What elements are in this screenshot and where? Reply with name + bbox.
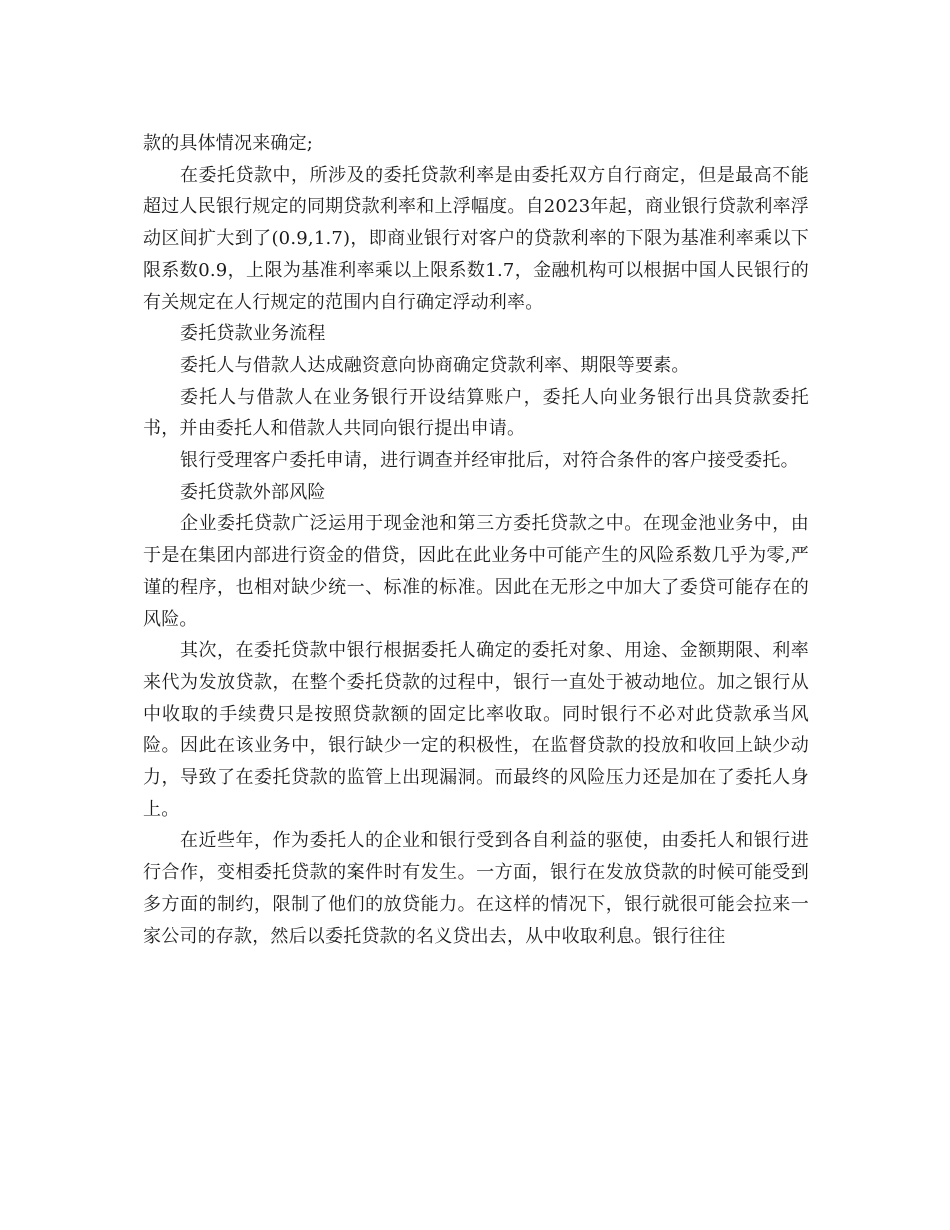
paragraph-process-step-3: 银行受理客户委托申请，进行调查并经审批后，对符合条件的客户接受委托。 [180,450,799,472]
paragraph-bank-passive-risk: 其次，在委托贷款中银行根据委托人确定的委托对象、用途、金额期限、利率来代为发放贷款，在整个委托贷款的过程中，银行一直处于被动地位。加之银行从中收取的手续费只是按照贷款额的固定比率收取。同时银行不必对此贷款承当风险。因此在该业务中，银行缺少一定的积极性，在监督贷款的投放和收回上缺少动力，导致了在委托贷款的监管上出现漏洞。而最终的风险压力还是加在了委托人身上。 [143,640,809,820]
section-heading-process: 委托贷款业务流程 [180,323,326,345]
section-heading-external-risk: 委托贷款外部风险 [180,481,326,503]
paragraph-cash-pool-risk: 企业委托贷款广泛运用于现金池和第三方委托贷款之中。在现金池业务中，由于是在集团内部进行资金的借贷，因此在此业务中可能产生的风险系数几乎为零,严谨的程序，也相对缺少统一、标准的标准。因此在无形之中加大了委贷可能存在的风险。 [143,513,809,630]
paragraph-continuation: 款的具体情况来确定; [143,133,314,154]
paragraph-process-step-1: 委托人与借款人达成融资意向协商确定贷款利率、期限等要素。 [180,354,690,376]
paragraph-process-step-2: 委托人与借款人在业务银行开设结算账户，委托人向业务银行出具贷款委托书，并由委托人和借款人共同向银行提出申请。 [143,386,809,440]
paragraph-interest-rate: 在委托贷款中，所涉及的委托贷款利率是由委托双方自行商定，但是最高不能超过人民银行规定的同期贷款利率和上浮幅度。自2023年起，商业银行贷款利率浮动区间扩大到了(0.9,1.7)，即商业银行对客户的贷款利率的下限为基准利率乘以下限系数0.9，上限为基准利率乘以上限系数1.7，金融机构可以根据中国人民银行的有关规定在人行规定的范围内自行确定浮动利率。 [143,164,809,313]
paragraph-disguised-loan-risk: 在近些年，作为委托人的企业和银行受到各自利益的驱使，由委托人和银行进行合作，变相委托贷款的案件时有发生。一方面，银行在发放贷款的时候可能受到多方面的制约，限制了他们的放贷能力。在这样的情况下，银行就很可能会拉来一家公司的存款，然后以委托贷款的名义贷出去，从中收取利息。银行往往 [143,830,809,947]
document-page [143,128,809,952]
